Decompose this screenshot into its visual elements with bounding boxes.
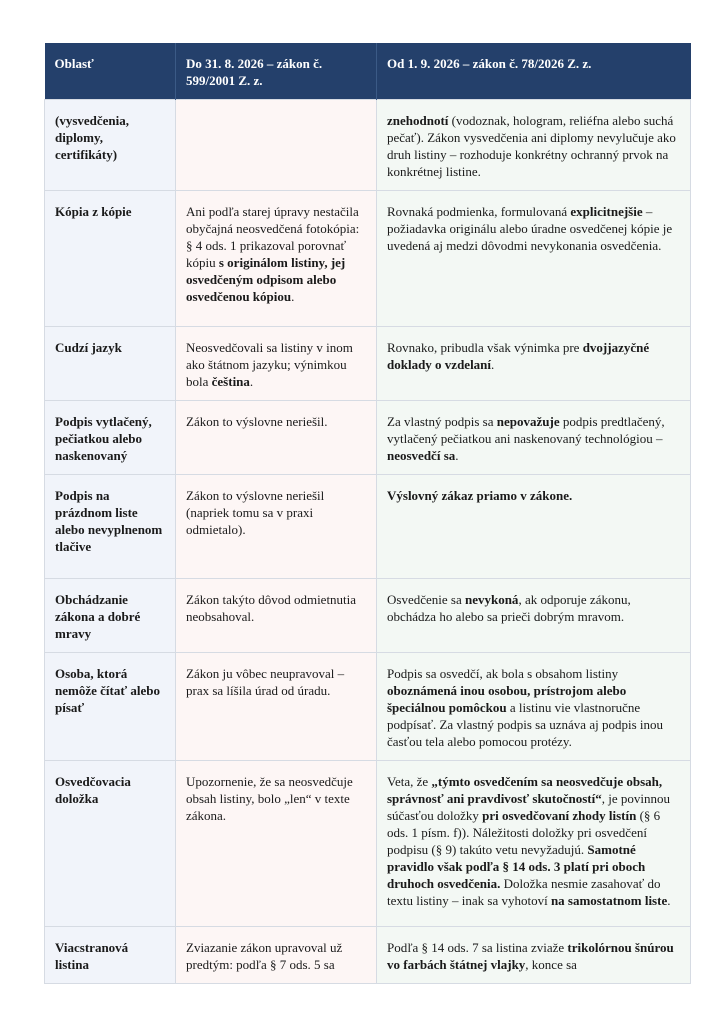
- row-old: [176, 653, 377, 761]
- text-run: Neosvedčovali sa listiny v inom ako štátnom jazyku; výnimkou bola: [186, 340, 353, 389]
- bold-text-run: explicitnejšie: [570, 204, 643, 219]
- row-old: [176, 475, 377, 579]
- text-run: podpis predtlačený, vytlačený pečiatkou ani naskenovaný technológiou –: [387, 414, 665, 446]
- comparison-table: [44, 43, 691, 984]
- text-run: , ak odporuje zákonu, obchádza ho alebo sa prieči dobrým mravom.: [387, 592, 631, 624]
- text-run: , je povinnou súčasťou doložky: [387, 791, 670, 823]
- row-area: Viacstranová listina: [45, 927, 176, 984]
- row-area: Podpis vytlačený, pečiatkou alebo naskenovaný: [45, 401, 176, 475]
- text-run: .: [667, 893, 671, 908]
- bold-text-run: nevykoná: [464, 592, 519, 607]
- text-run: .: [491, 357, 495, 372]
- row-old: [176, 191, 377, 327]
- text-run: Osvedčenie sa: [387, 592, 465, 607]
- row-old: [176, 327, 377, 401]
- row-new: [377, 401, 691, 475]
- text-run: Zákon to výslovne neriešil.: [186, 414, 328, 429]
- text-run: Zákon ju vôbec neupravoval – prax sa líšila úrad od úradu.: [186, 666, 345, 698]
- row-new: [377, 191, 691, 327]
- text-run: Ani podľa starej úpravy nestačila obyčajná neosvedčená fotokópia: § 4 ods. 1 prikazoval porovnať kópiu: [186, 204, 360, 270]
- bold-text-run: pri osvedčovaní zhody listín: [482, 808, 637, 823]
- text-run: Doložka nesmie zasahovať do textu listiny – inak sa vyhotoví: [387, 876, 661, 908]
- table-row: [45, 100, 691, 191]
- row-old: [176, 927, 377, 984]
- bold-text-run: Samotné pravidlo však podľa § 14 ods. 3 platí pri oboch druhoch osvedčenia.: [387, 842, 646, 891]
- text-run: Zákon takýto dôvod odmietnutia neobsahoval.: [186, 592, 357, 624]
- table-row: [45, 579, 691, 653]
- text-run: Veta, že: [387, 774, 432, 789]
- table-row: [45, 401, 691, 475]
- row-new: [377, 927, 691, 984]
- table-row: [45, 327, 691, 401]
- table-row: [45, 653, 691, 761]
- bold-text-run: neosvedčí sa: [387, 448, 456, 463]
- table-row: [45, 191, 691, 327]
- row-area: Cudzí jazyk: [45, 327, 176, 401]
- table-header-row: [45, 43, 691, 100]
- text-run: Zákon to výslovne neriešil (napriek tomu sa v praxi odmietalo).: [186, 488, 325, 537]
- bold-text-run: „týmto osvedčením sa neosvedčuje obsah, správnosť ani pravdivosť skutočností“: [387, 774, 663, 806]
- table-row: [45, 475, 691, 579]
- row-new: [377, 653, 691, 761]
- row-new: [377, 761, 691, 927]
- text-run: Rovnaká podmienka, formulovaná: [387, 204, 571, 219]
- row-area: Osvedčovacia doložka: [45, 761, 176, 927]
- row-area: Osoba, ktorá nemôže čítať alebo písať: [45, 653, 176, 761]
- bold-text-run: znehodnotí: [387, 113, 449, 128]
- bold-text-run: nepovažuje: [496, 414, 560, 429]
- text-run: .: [291, 289, 295, 304]
- bold-text-run: s originálom listiny, jej osvedčeným odpisom alebo osvedčenou kópiou: [186, 255, 346, 304]
- row-old: [176, 401, 377, 475]
- row-new: [377, 579, 691, 653]
- text-run: .: [249, 374, 254, 389]
- text-run: , konce sa: [525, 957, 577, 972]
- header-old-law: Do 31. 8. 2026 – zákon č. 599/2001 Z. z.: [176, 43, 377, 100]
- text-run: Rovnako, pribudla však výnimka pre: [387, 340, 583, 355]
- text-run: (vodoznak, hologram, reliéfna alebo suchá pečať). Zákon vysvedčenia ani diplomy nevylučuje ako druh listiny – rozhoduje konkrétny ochranný prvok na konkrétnej listine.: [387, 113, 676, 179]
- row-area: Podpis na prázdnom liste alebo nevyplnenom tlačive: [45, 475, 176, 579]
- bold-text-run: na samostatnom liste: [550, 893, 668, 908]
- bold-text-run: dvojjazyčné doklady o vzdelaní: [387, 340, 650, 372]
- header-new-law: Od 1. 9. 2026 – zákon č. 78/2026 Z. z.: [377, 43, 691, 100]
- bold-text-run: oboznámená inou osobou, prístrojom alebo špeciálnou pomôckou: [387, 683, 627, 715]
- text-run: .: [455, 448, 459, 463]
- bold-text-run: trikolórnou šnúrou vo farbách štátnej vlajky: [387, 940, 674, 972]
- row-new: [377, 327, 691, 401]
- text-run: (§ 6 ods. 1 písm. f)). Náležitosti doložky pri osvedčení podpisu (§ 9) takúto vetu nevyžadujú.: [387, 808, 661, 857]
- text-run: Za vlastný podpis sa: [387, 414, 497, 429]
- text-run: Podpis sa osvedčí, ak bola s obsahom listiny: [387, 666, 619, 681]
- text-run: Podľa § 14 ods. 7 sa listina zviaže: [387, 940, 568, 955]
- row-old: [176, 761, 377, 927]
- table-row: [45, 927, 691, 984]
- bold-text-run: čeština: [211, 374, 250, 389]
- row-old: [176, 100, 377, 191]
- row-new: [377, 100, 691, 191]
- table-row: [45, 761, 691, 927]
- text-run: a listinu vie vlastnoručne podpísať. Za vlastný podpis sa uznáva aj podpis inou časťou tela alebo pomocou protézy.: [387, 700, 663, 749]
- header-area: Oblasť: [45, 43, 176, 100]
- row-area: (vysvedčenia, diplomy, certifikáty): [45, 100, 176, 191]
- text-run: Zviazanie zákon upravoval už predtým: podľa § 7 ods. 5 sa: [186, 940, 343, 972]
- row-old: [176, 579, 377, 653]
- bold-text-run: Výslovný zákaz priamo v zákone.: [387, 488, 573, 503]
- text-run: Upozornenie, že sa neosvedčuje obsah listiny, bolo „len“ v texte zákona.: [186, 774, 353, 823]
- row-area: Obchádzanie zákona a dobré mravy: [45, 579, 176, 653]
- row-area: Kópia z kópie: [45, 191, 176, 327]
- row-new: [377, 475, 691, 579]
- text-run: – požiadavka originálu alebo úradne osvedčenej kópie je uvedená aj medzi dôvodmi nevykonania osvedčenia.: [387, 204, 673, 253]
